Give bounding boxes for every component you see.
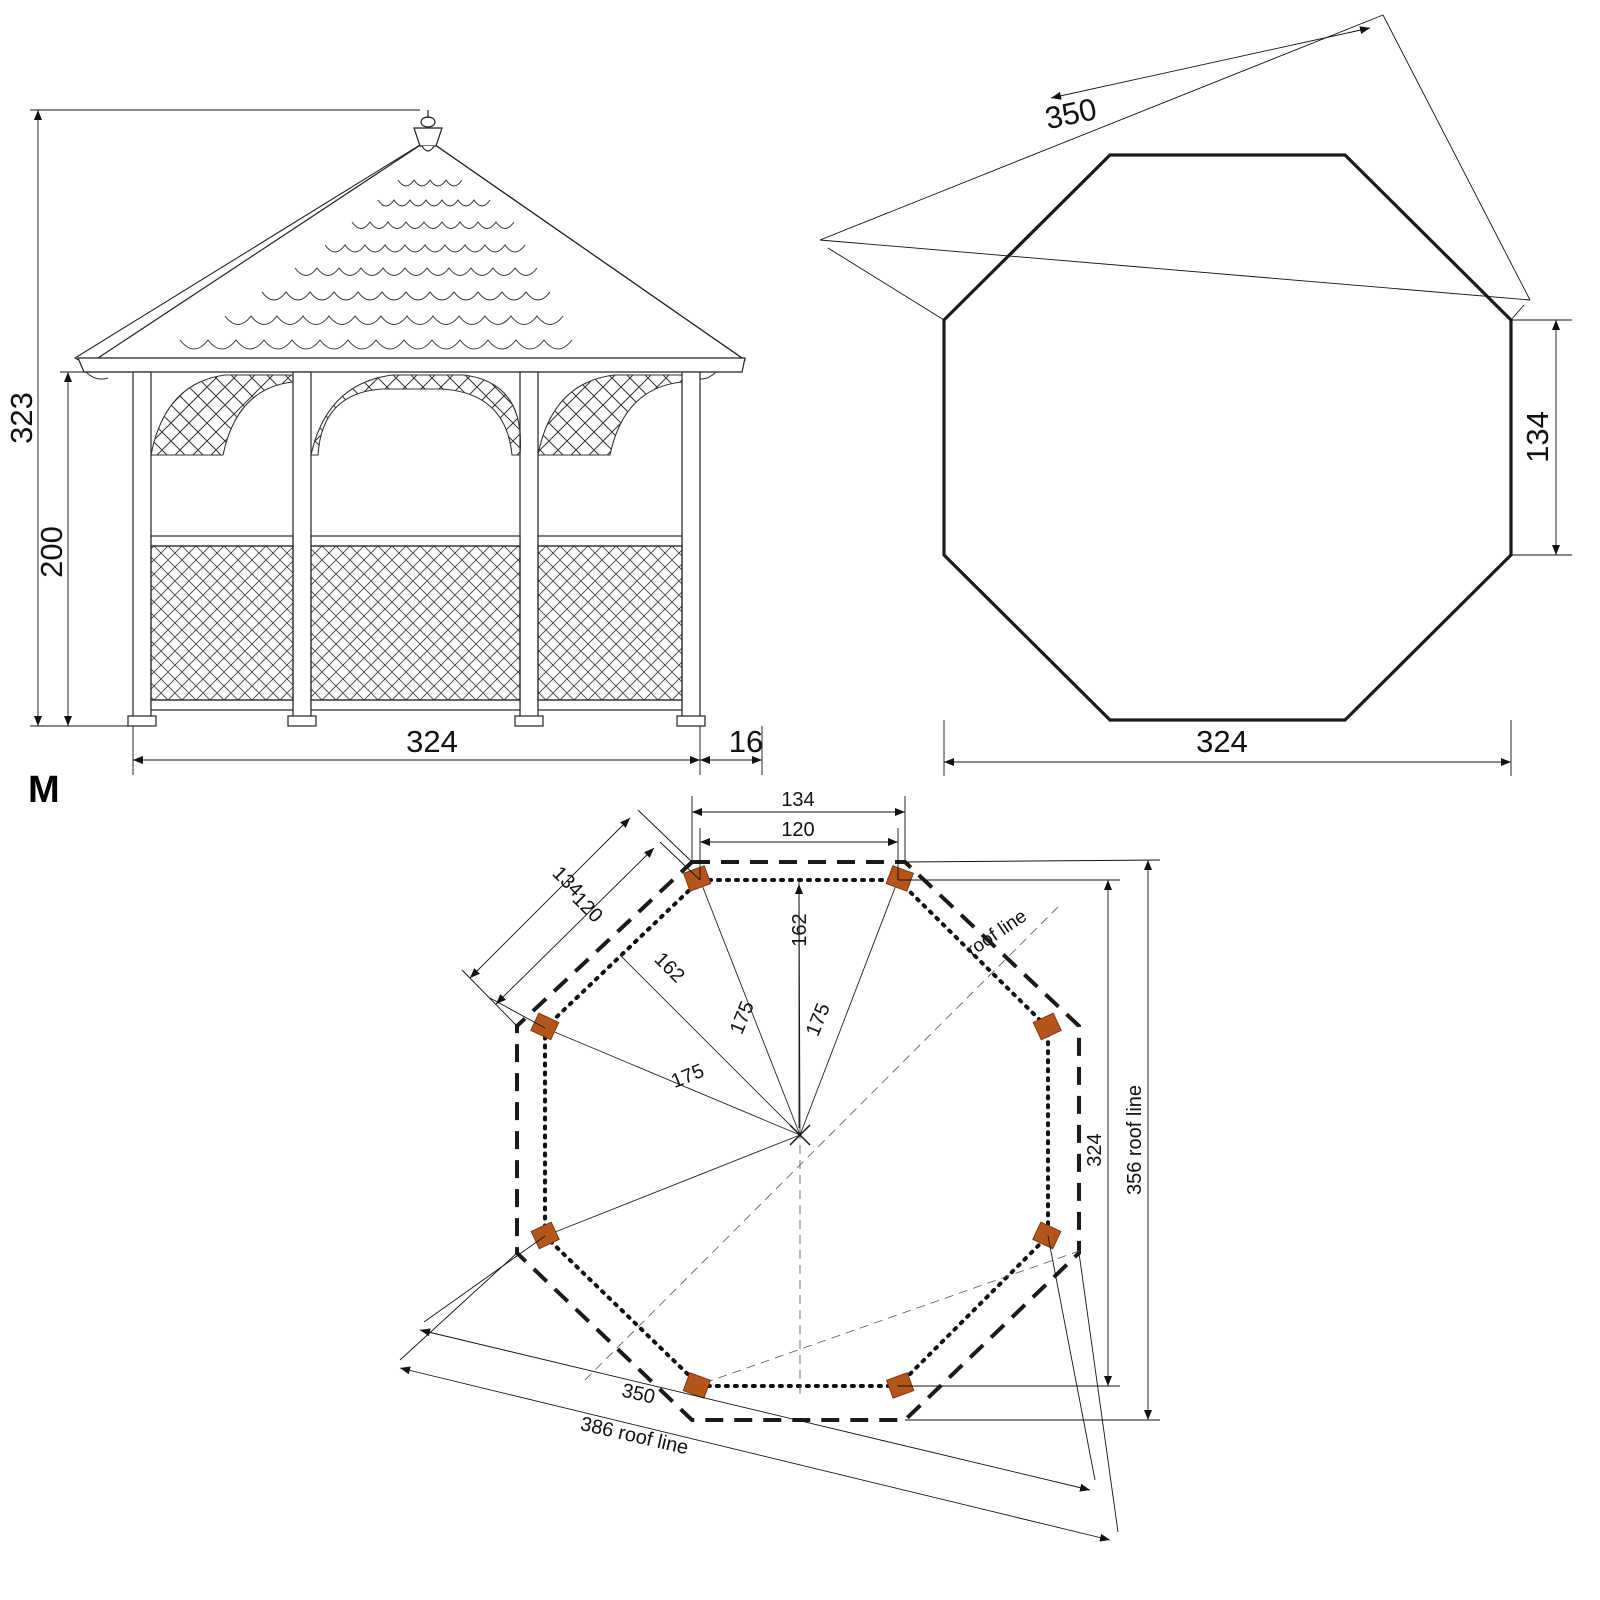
dim-top-outer-label: 134: [781, 789, 815, 811]
dim-post-height: [60, 372, 130, 726]
roof-shingles: [75, 140, 745, 379]
roof-line-annotation: roof line: [963, 905, 1031, 962]
roof-finial: [414, 110, 442, 151]
dim-post-height-label: 200: [34, 526, 69, 578]
dim-apothem-vertical-label: 162: [789, 913, 811, 947]
dim-roofline-right: [905, 860, 1160, 1420]
radial-lines: [545, 880, 898, 1236]
dim-total-height-label: 323: [4, 392, 39, 444]
dim-bottom-roofline-label: 386 roof line: [578, 1413, 691, 1460]
dim-roofline-right-label: 356 roof line: [1124, 1084, 1146, 1196]
roof-framing-plan-view: [400, 789, 1160, 1540]
dim-top-inner-label: 120: [781, 819, 815, 841]
dim-overhang-label: 16: [728, 724, 764, 759]
lattice-panels: [151, 546, 682, 700]
dim-upperleft-outer: [462, 810, 692, 1026]
dim-upperleft-inner-label: 120: [567, 888, 607, 928]
dim-octagon-side-label: 134: [1520, 411, 1555, 463]
dim-across-right-label: 324: [1084, 1133, 1106, 1167]
scale-label: M: [28, 769, 60, 811]
dim-octagon-diagonal-label: 350: [1041, 91, 1100, 137]
octagon-plan-view: [820, 15, 1572, 776]
dim-bottom-roofline: [400, 1253, 1118, 1540]
centre-axes: [585, 905, 1082, 1400]
dim-upperleft-outer-label: 134: [547, 862, 587, 902]
dim-elevation-width-label: 324: [406, 724, 458, 759]
octagon-outline: [944, 155, 1511, 720]
dim-bottom-inner-label: 350: [619, 1379, 658, 1409]
dim-apothem-diagonal-label: 162: [649, 948, 689, 988]
dim-radius-a-label: 175: [725, 998, 759, 1038]
dim-octagon-width-label: 324: [1196, 724, 1248, 759]
dim-radius-c-label: 175: [668, 1059, 708, 1093]
front-elevation-view: [4, 110, 763, 811]
dim-upperleft-inner: [490, 842, 700, 1028]
dim-radius-b-label: 175: [801, 1000, 835, 1040]
dim-bottom-inner: [420, 1236, 1095, 1490]
arch-brackets: [151, 375, 682, 455]
